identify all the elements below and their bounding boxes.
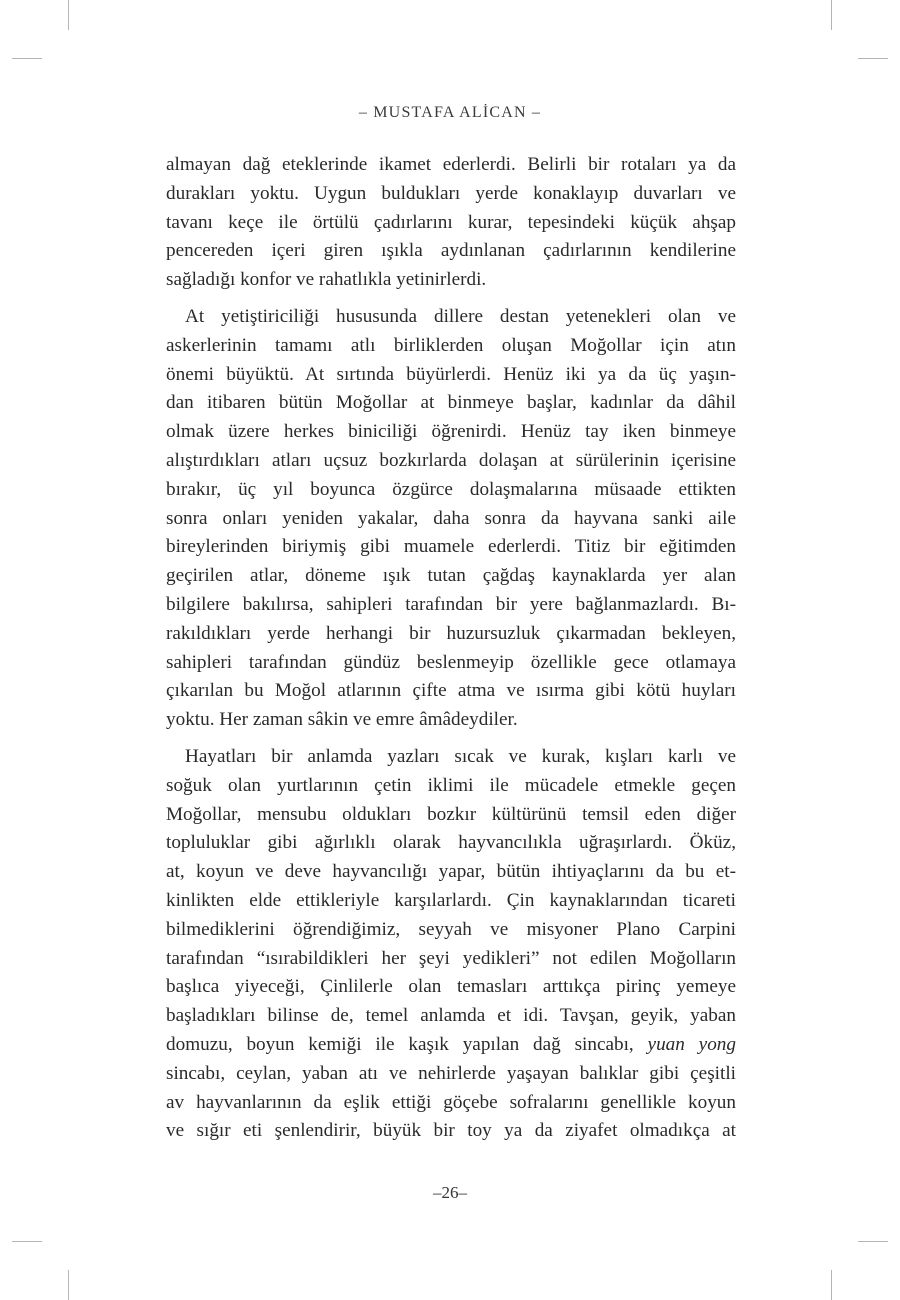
page-number: –26–: [433, 1183, 467, 1202]
text-line: önemi büyüktü. At sırtında büyürlerdi. Henüz iki ya da üç yaşın-: [166, 363, 736, 385]
text-line: almayan dağ eteklerinde ikamet ederlerdi. Belirli bir rotaları ya da: [166, 154, 736, 175]
crop-mark-right-top: [858, 58, 888, 59]
text-line: durakları yoktu. Uygun buldukları yerde konaklayıp duvarları ve: [166, 182, 736, 204]
text-line: topluluklar gibi ağırlıklı olarak hayvancılıkla uğraşırlardı. Öküz,: [166, 832, 736, 854]
text-line: sahipleri tarafından gündüz beslenmeyip özellikle gece otlamaya: [166, 651, 736, 673]
text-line: tavanı keçe ile örtülü çadırlarını kurar, tepesindeki küçük ahşap: [166, 211, 736, 233]
crop-mark-top-left: [68, 0, 69, 30]
italic-term: yuan yong: [647, 1033, 736, 1055]
text-line: başlıca yiyeceği, Çinlilerle olan temasları arttıkça pirinç yemeye: [166, 976, 736, 998]
text-line: olmak üzere herkes biniciliği öğrenirdi. Henüz tay iken binmeye: [166, 421, 736, 443]
text-line: ve sığır eti şenlendirir, büyük bir toy ya da ziyafet olmadıkça at: [166, 1120, 736, 1142]
text-line: tarafından “ısırabildikleri her şeyi yedikleri” not edilen Moğolların: [166, 947, 736, 969]
text-line: başladıkları bilinse de, temel anlamda et idi. Tavşan, geyik, yaban: [166, 1005, 736, 1027]
text-line: sonra onları yeniden yakalar, daha sonra da hayvana sanki aile: [166, 507, 736, 529]
crop-mark-bottom-left: [68, 1270, 69, 1300]
crop-mark-bottom-right: [831, 1270, 832, 1300]
text-line: Moğollar, mensubu oldukları bozkır kültürünü temsil eden diğer: [166, 803, 736, 825]
paragraph-1: [166, 151, 736, 295]
text-line: bırakır, üç yıl boyunca özgürce dolaşmalarına müsaade ettikten: [166, 478, 736, 500]
text-line: çıkarılan bu Moğol atlarının çifte atma ve ısırma gibi kötü huyları: [166, 680, 736, 702]
text-line: bireylerinden biriymiş gibi muamele ederlerdi. Titiz bir eğitimden: [166, 536, 736, 558]
text-line: alıştırdıkları atları uçsuz bozkırlarda dolaşan at sürülerinin içerisine: [166, 449, 736, 471]
text-line: dan itibaren bütün Moğollar at binmeye başlar, kadınlar da dâhil: [166, 392, 736, 414]
text-line: sincabı, ceylan, yaban atı ve nehirlerde yaşayan balıklar gibi çeşitli: [166, 1062, 736, 1084]
crop-mark-left-bottom: [12, 1241, 42, 1242]
text-line: Hayatları bir anlamda yazları sıcak ve kurak, kışları karlı ve: [185, 745, 736, 767]
paragraph-3: [166, 743, 736, 1146]
text-line: av hayvanlarının da eşlik ettiği göçebe sofralarını genellikle koyun: [166, 1091, 736, 1113]
text-line: rakıldıkları yerde herhangi bir huzursuzluk çıkarmadan bekleyen,: [166, 622, 736, 644]
text-line: yoktu. Her zaman sâkin ve emre âmâdeydiler.: [166, 709, 518, 731]
text-line-with-italic: [166, 1031, 736, 1060]
text-line: bilmediklerini öğrendiğimiz, seyyah ve misyoner Plano Carpini: [166, 918, 736, 940]
text-line: pencereden içeri giren ışıkla aydınlanan çadırlarının kendilerine: [166, 240, 736, 262]
crop-mark-top-right: [831, 0, 832, 30]
text-line: bilgilere bakılırsa, sahipleri tarafından bir yere bağlanmazlardı. Bı-: [166, 593, 736, 615]
text-line: geçirilen atlar, döneme ışık tutan çağdaş kaynaklarda yer alan: [166, 565, 736, 587]
paragraph-2: [166, 303, 736, 735]
text-line: soğuk olan yurtlarının çetin iklimi ile mücadele etmekle geçen: [166, 774, 736, 796]
crop-mark-left-top: [12, 58, 42, 59]
text-line: kinlikten elde ettikleriyle karşılarlardı. Çin kaynaklarından ticareti: [166, 889, 736, 911]
line-text: domuzu, boyun kemiği ile kaşık yapılan dağ sincabı,: [166, 1033, 648, 1055]
text-line: sağladığı konfor ve rahatlıkla yetinirlerdi.: [166, 269, 487, 291]
text-line: At yetiştiriciliği hususunda dillere destan yetenekleri olan ve: [185, 305, 736, 327]
crop-mark-right-bottom: [858, 1241, 888, 1242]
body-text: [166, 151, 736, 1154]
running-header: – MUSTAFA ALİCAN –: [358, 104, 542, 121]
text-line: askerlerinin tamamı atlı birliklerden oluşan Moğollar için atın: [166, 334, 736, 356]
text-line: at, koyun ve deve hayvancılığı yapar, bütün ihtiyaçlarını da bu et-: [166, 861, 736, 883]
